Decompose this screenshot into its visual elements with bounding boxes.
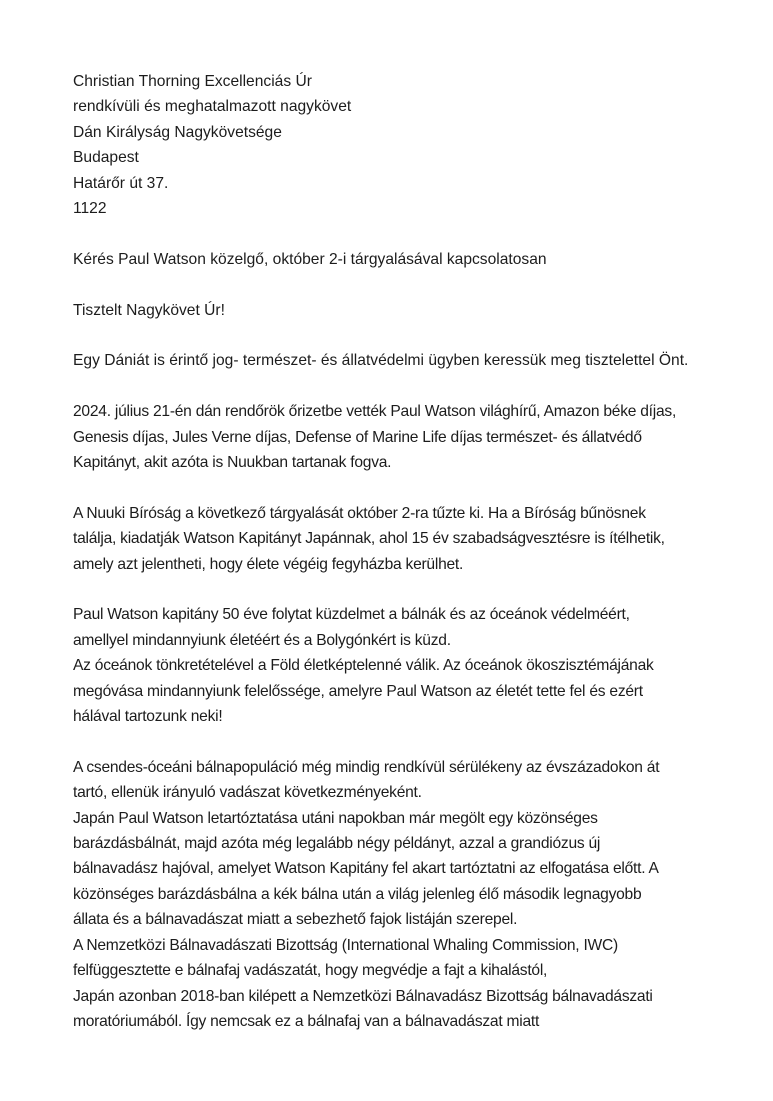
- paragraph-line: Egy Dániát is érintő jog- természet- és állatvédelmi ügyben keressük meg tisztelettel Önt.: [73, 352, 689, 370]
- paragraph-line: barázdásbálnát, majd azóta még legalább négy példányt, azzal a grandiózus új: [73, 835, 601, 853]
- paragraph-line: felfüggesztette e bálnafaj vadászatát, hogy megvédje a fajt a kihalástól,: [73, 962, 548, 980]
- address-line: Dán Királyság Nagykövetsége: [73, 123, 282, 141]
- paragraph-oceans: [73, 602, 763, 729]
- paragraph-line: A csendes-óceáni bálnapopuláció még mindig rendkívül sérülékeny az évszázadokon át: [73, 758, 660, 776]
- spacer: [73, 475, 763, 500]
- address-line: rendkívüli és meghatalmazott nagykövet: [73, 98, 352, 116]
- spacer: [73, 272, 763, 297]
- paragraph-line: Paul Watson kapitány 50 éve folytat küzdelmet a bálnák és az óceánok védelméért,: [73, 606, 630, 624]
- paragraph-line: bálnavadász hajóval, amelyet Watson Kapitány fel akart tartóztatni az elfogatása előtt. A: [73, 860, 659, 878]
- paragraph-line: közönséges barázdásbálna a kék bálna után a világ jelenleg élő második legnagyobb: [73, 885, 642, 903]
- recipient-address: [73, 69, 763, 221]
- spacer: [73, 221, 763, 246]
- letter-page: [73, 69, 763, 1034]
- spacer: [73, 729, 763, 754]
- paragraph-line: Az óceánok tönkretételével a Föld életképtelenné válik. Az óceánok ökoszisztémájának: [73, 657, 654, 675]
- paragraph-line: tartó, ellenük irányuló vadászat következményeként.: [73, 784, 422, 802]
- spacer: [73, 577, 763, 602]
- address-line: Christian Thorning Excellenciás Úr: [73, 73, 312, 90]
- paragraph-line: Japán Paul Watson letartóztatása utáni napokban már megölt egy közönséges: [73, 809, 598, 827]
- paragraph-line: amellyel mindannyiunk életéért és a Bolygónkért is küzd.: [73, 631, 451, 649]
- spacer: [73, 374, 763, 399]
- paragraph-line: A Nemzetközi Bálnavadászati Bizottság (International Whaling Commission, IWC): [73, 936, 618, 954]
- paragraph-line: A Nuuki Bíróság a következő tárgyalását október 2-ra tűzte ki. Ha a Bíróság bűnösnek: [73, 504, 646, 522]
- paragraph-line: moratóriumából. Így nemcsak ez a bálnafaj van a bálnavadászat miatt: [73, 1012, 540, 1030]
- paragraph-line: megóvása mindannyiunk felelőssége, amelyre Paul Watson az életét tette fel és ezért: [73, 682, 643, 700]
- paragraph-arrest: [73, 399, 763, 475]
- paragraph-line: állata és a bálnavadászat miatt a sebezhető fajok listáján szerepel.: [73, 911, 518, 929]
- address-line: Budapest: [73, 149, 139, 167]
- paragraph-line: Japán azonban 2018-ban kilépett a Nemzetközi Bálnavadász Bizottság bálnavadászati: [73, 987, 653, 1005]
- paragraph-line: Genesis díjas, Jules Verne díjas, Defense of Marine Life díjas természet- és állatvédő: [73, 428, 642, 446]
- paragraph-court: [73, 501, 763, 577]
- paragraph-line: Kapitányt, akit azóta is Nuukban tartanak fogva.: [73, 454, 392, 472]
- paragraph-line: találja, kiadatják Watson Kapitányt Japánnak, ahol 15 év szabadságvesztésre is ítélhetik,: [73, 530, 665, 548]
- spacer: [73, 323, 763, 348]
- paragraph-line: 2024. július 21-én dán rendőrök őrizetbe vették Paul Watson világhírű, Amazon béke díjas,: [73, 403, 677, 421]
- paragraph-intro: [73, 348, 763, 373]
- paragraph-line: amely azt jelentheti, hogy élete végéig fegyházba kerülhet.: [73, 555, 464, 573]
- subject-line: Kérés Paul Watson közelgő, október 2-i tárgyalásával kapcsolatosan: [73, 250, 547, 268]
- paragraph-whales: [73, 755, 763, 1034]
- address-line: 1122: [73, 200, 107, 218]
- salutation: Tisztelt Nagykövet Úr!: [73, 301, 225, 319]
- address-line: Határőr út 37.: [73, 174, 169, 192]
- paragraph-line: hálával tartozunk neki!: [73, 708, 223, 726]
